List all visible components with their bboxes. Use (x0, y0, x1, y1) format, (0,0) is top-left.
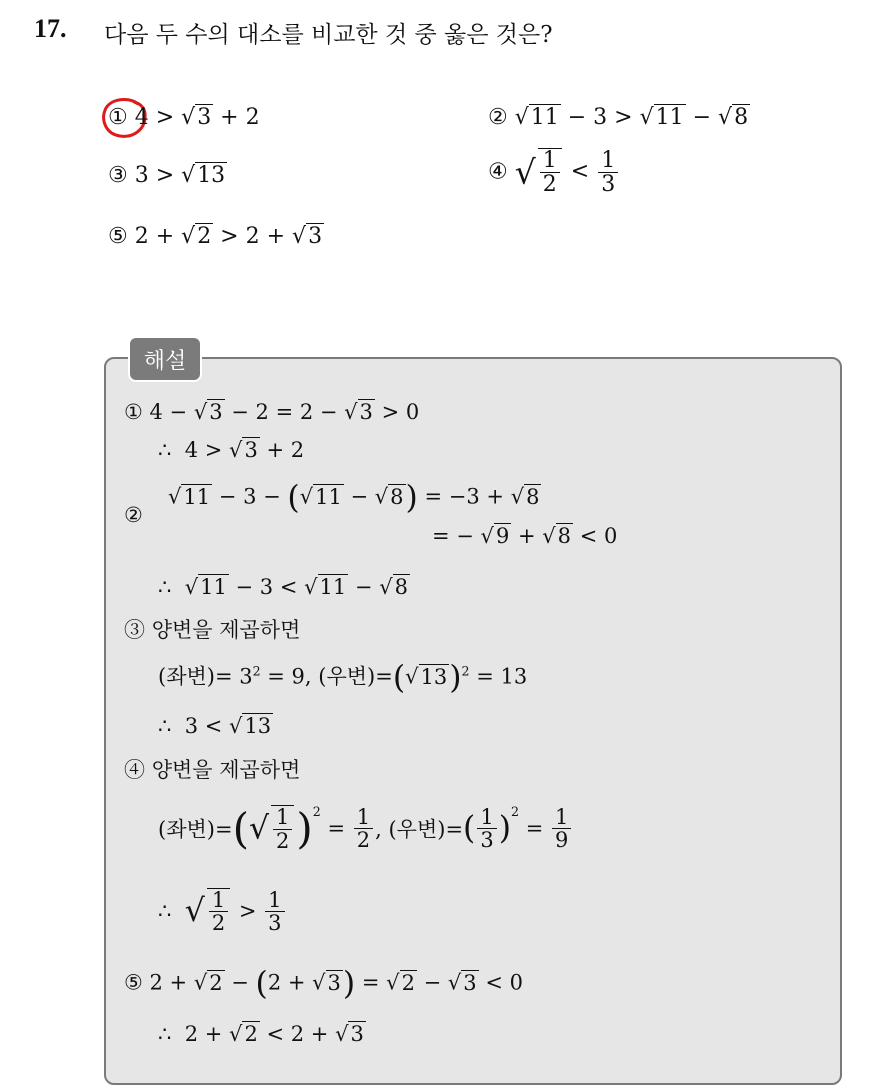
option-4[interactable]: ④ √ $\frac{1}{2}$ < $\frac{1}{3}$ (488, 148, 620, 196)
solution-tag: 해설 (128, 336, 202, 382)
option-4-marker: ④ (488, 159, 508, 185)
fraction: $\frac{1}{2}$ (538, 148, 562, 196)
option-5[interactable]: ⑤ 2 + √2 > 2 + √3 (108, 224, 323, 249)
solution-line-2b: = − √9 + √8 < 0 (432, 524, 618, 548)
solution-line-3: ③ 양변을 제곱하면 (124, 618, 301, 642)
solution-line-5: ⑤ 2 + √2 − (2 + √3) = √2 − √3 < 0 (124, 966, 523, 1002)
solution-line-4b: (좌변)=(√ $\frac{1}{2}$ )$^2$ = $\frac{1}{2}$ , (우변)=( $\frac{1}{3}$ )$^2$ = $\frac{1}{9}$ (158, 804, 573, 853)
solution-line-5-therefore: ∴ 2 + √2 < 2 + √3 (158, 1022, 364, 1046)
solution-2-marker: ② (124, 503, 143, 527)
solution-line-4-therefore: ∴ √ $\frac{1}{2}$ > $\frac{1}{3}$ (158, 888, 287, 934)
option-1-marker: ① (108, 105, 128, 130)
solution-line-2-therefore: ∴ √11 − 3 < √11 − √8 (158, 575, 408, 599)
option-1[interactable]: ① 4 > √3 + 2 (108, 105, 260, 130)
option-2-marker: ② (488, 105, 508, 130)
option-3-marker: ③ (108, 163, 128, 188)
solution-line-1: ① 4 − √3 − 2 = 2 − √3 > 0 (124, 400, 420, 424)
solution-line-4: ④ 양변을 제곱하면 (124, 758, 301, 782)
fraction: $\frac{1}{3}$ (598, 149, 618, 196)
solution-line-1-therefore: ∴ 4 > √3 + 2 (158, 438, 305, 462)
solution-line-3b: (좌변)= $3^2 = 9$, (우변)$=(√13)^2 = 13$ (158, 660, 528, 696)
sqrt-radicand: 3 (197, 105, 212, 130)
option-2[interactable]: ② √11 − 3 > √11 − √8 (488, 105, 749, 130)
option-3[interactable]: ③ 3 > √13 (108, 163, 226, 188)
question-text: 다음 두 수의 대소를 비교한 것 중 옳은 것은? (104, 22, 553, 48)
solution-line-3-therefore: ∴ 3 < √13 (158, 714, 272, 738)
question-number: 17. (34, 14, 67, 43)
solution-line-2: √11 − 3 − (√11 − √8) = −3 + √8 (168, 480, 540, 516)
option-5-marker: ⑤ (108, 224, 128, 249)
